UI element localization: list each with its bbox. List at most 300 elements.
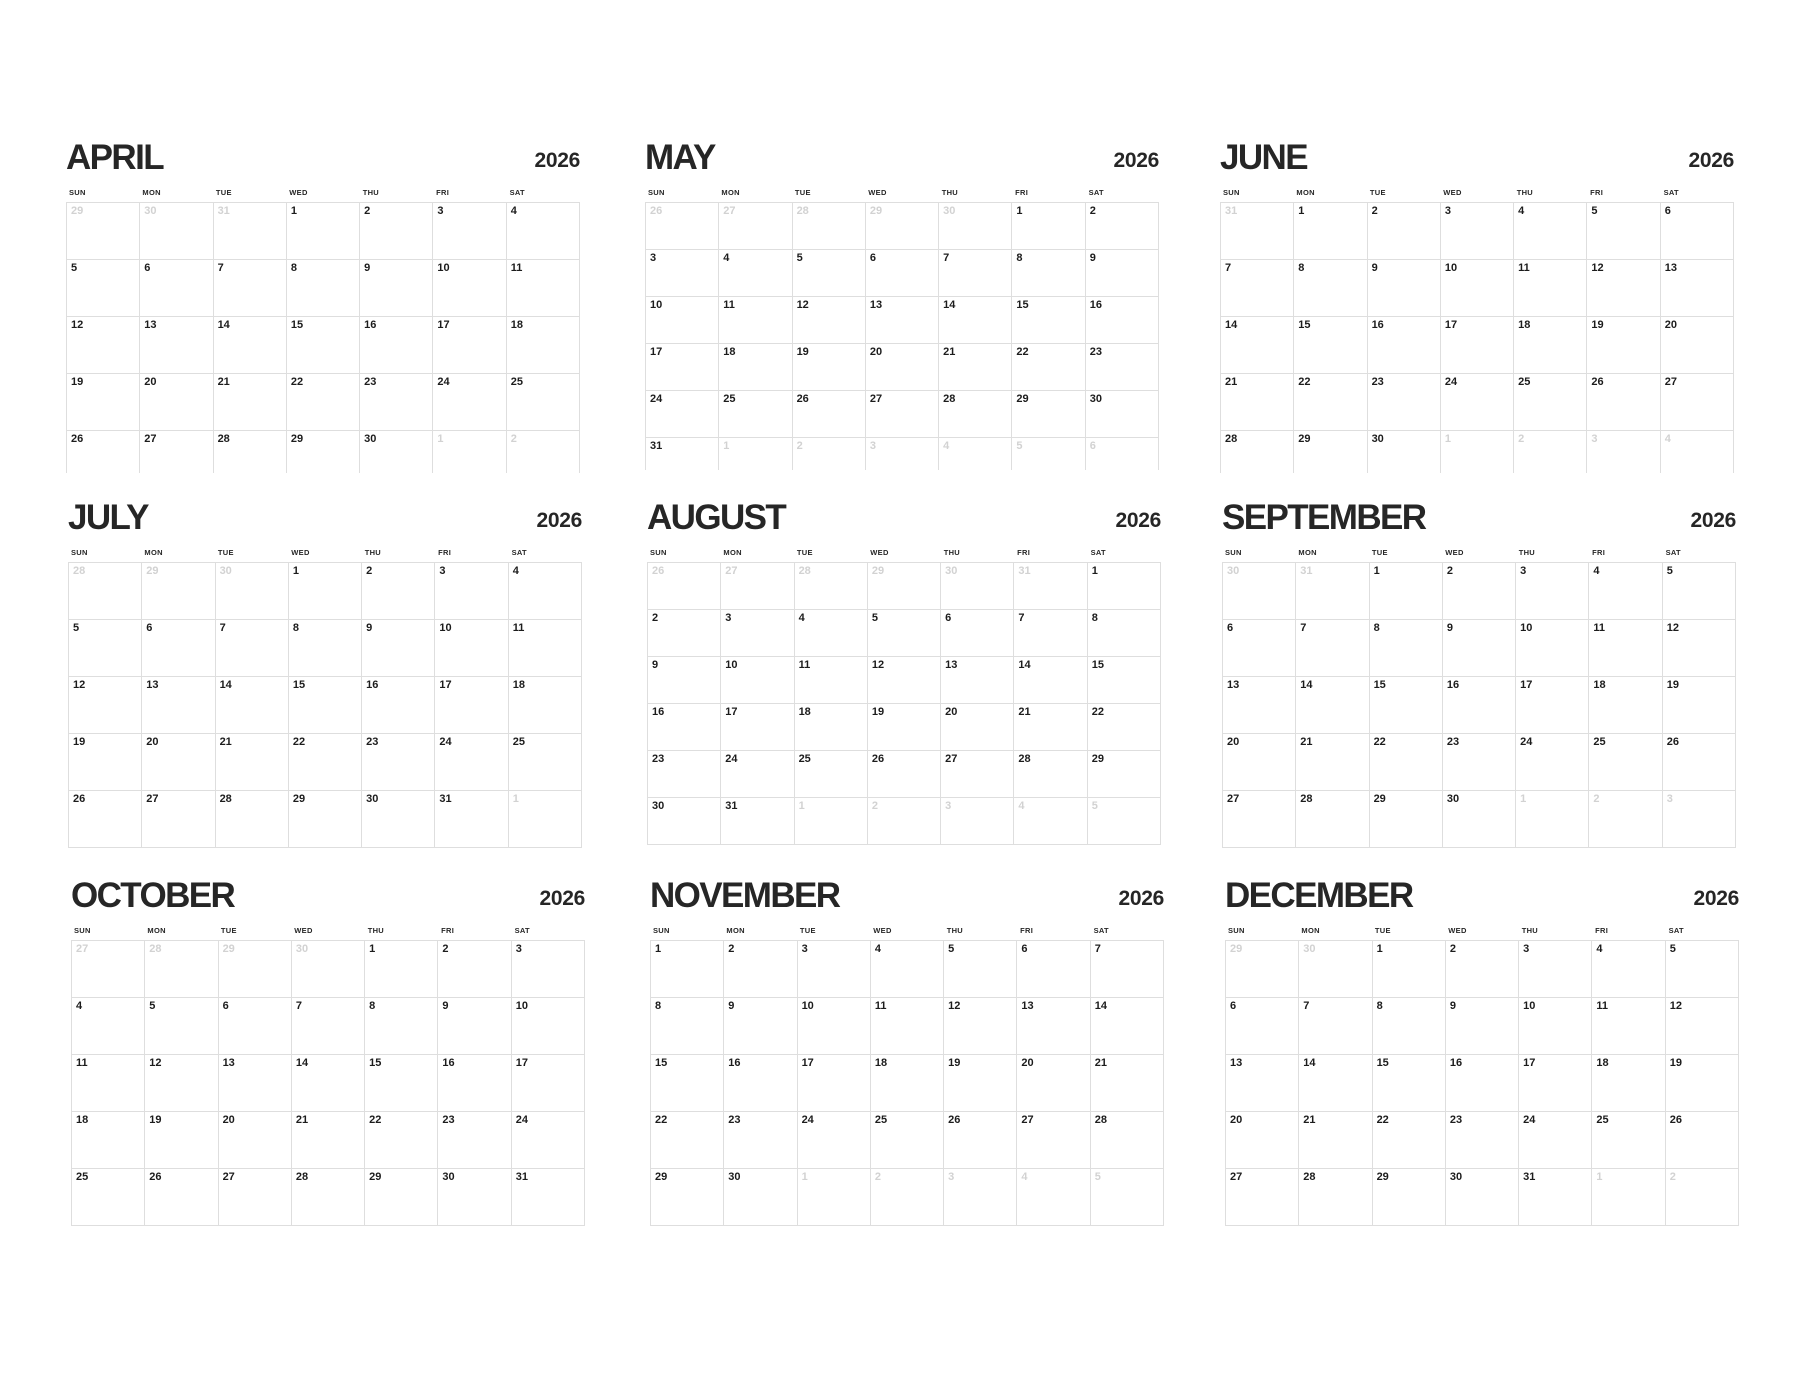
day-number: 17 — [801, 1057, 814, 1069]
day-number: 3 — [948, 1171, 955, 1183]
weekday-label: WED — [294, 926, 313, 935]
day-number: 28 — [1094, 1114, 1107, 1126]
day-number: 4 — [1518, 205, 1525, 217]
day-cell — [67, 374, 140, 431]
day-number: 11 — [1593, 622, 1606, 634]
day-cell — [1589, 677, 1662, 734]
day-cell — [140, 431, 213, 473]
day-cell — [287, 317, 360, 374]
day-number: 30 — [1449, 1171, 1463, 1183]
day-number: 4 — [1018, 800, 1025, 812]
month-august — [647, 500, 1161, 845]
day-grid — [1225, 940, 1739, 1226]
day-number: 6 — [1664, 205, 1671, 217]
day-number: 9 — [1089, 252, 1096, 264]
day-cell — [289, 734, 362, 791]
day-number: 4 — [874, 943, 881, 955]
day-cell — [648, 657, 721, 704]
day-number: 4 — [76, 1000, 83, 1012]
day-cell — [1091, 998, 1164, 1055]
day-cell — [1223, 791, 1296, 848]
day-number: 15 — [1091, 659, 1104, 671]
day-grid — [1220, 202, 1734, 473]
day-number: 4 — [1021, 1171, 1028, 1183]
day-number: 22 — [1373, 736, 1386, 748]
day-cell — [1514, 317, 1587, 374]
weekday-label: SUN — [71, 548, 88, 557]
day-number: 17 — [1523, 1057, 1536, 1069]
day-cell — [1299, 1169, 1372, 1226]
weekday-label: THU — [362, 188, 380, 197]
day-cell — [1441, 374, 1514, 431]
day-cell — [871, 1055, 944, 1112]
adjacent-month-day-cell — [72, 941, 145, 998]
day-number: 8 — [369, 1000, 376, 1012]
day-number: 31 — [1523, 1171, 1536, 1183]
day-number: 9 — [1446, 622, 1453, 634]
day-number: 13 — [1021, 1000, 1034, 1012]
day-number: 23 — [364, 376, 377, 388]
day-cell — [362, 791, 435, 848]
month-header — [68, 500, 582, 548]
day-number: 14 — [1300, 679, 1313, 691]
adjacent-month-day-cell — [1091, 1169, 1164, 1226]
day-number: 27 — [723, 205, 736, 217]
day-number: 24 — [437, 376, 450, 388]
day-number: 21 — [295, 1114, 309, 1126]
day-number: 29 — [871, 565, 885, 577]
day-cell — [1223, 677, 1296, 734]
day-number: 24 — [725, 753, 738, 765]
weekday-label: FRI — [1020, 926, 1034, 935]
day-number: 31 — [1225, 205, 1238, 217]
weekday-header-row — [645, 188, 1159, 202]
day-number: 10 — [1520, 622, 1533, 634]
day-number: 6 — [1089, 440, 1096, 452]
day-number: 1 — [1016, 205, 1023, 217]
day-number: 15 — [1373, 679, 1386, 691]
day-grid — [71, 940, 585, 1226]
day-number: 22 — [1091, 706, 1104, 718]
weekday-label: MON — [1298, 548, 1317, 557]
weekday-label: FRI — [1592, 548, 1606, 557]
day-cell — [798, 941, 871, 998]
day-cell — [365, 1055, 438, 1112]
day-cell — [435, 677, 508, 734]
weekday-label: THU — [946, 926, 964, 935]
day-cell — [69, 677, 142, 734]
day-cell — [871, 998, 944, 1055]
weekday-label: WED — [291, 548, 310, 557]
adjacent-month-day-cell — [939, 438, 1012, 470]
day-cell — [651, 998, 724, 1055]
day-cell — [67, 431, 140, 473]
day-cell — [1294, 260, 1367, 317]
month-header — [650, 878, 1164, 926]
day-number: 20 — [869, 346, 883, 358]
day-number: 15 — [292, 679, 306, 691]
weekday-label: FRI — [438, 548, 452, 557]
weekday-label: TUE — [220, 926, 237, 935]
day-number: 21 — [943, 346, 956, 358]
day-grid — [645, 202, 1159, 470]
day-number: 5 — [871, 612, 878, 624]
adjacent-month-day-cell — [1223, 563, 1296, 620]
day-number: 27 — [1230, 1171, 1243, 1183]
day-number: 8 — [1016, 252, 1023, 264]
day-number: 1 — [292, 565, 299, 577]
day-number: 2 — [652, 612, 659, 624]
day-number: 12 — [73, 679, 86, 691]
day-cell — [1299, 998, 1372, 1055]
day-number: 23 — [652, 753, 665, 765]
day-number: 28 — [1018, 753, 1031, 765]
weekday-label: MON — [142, 188, 161, 197]
day-number: 1 — [437, 433, 444, 445]
day-cell — [219, 1055, 292, 1112]
day-number: 11 — [512, 622, 525, 634]
day-number: 6 — [945, 612, 952, 624]
weekday-label: WED — [1448, 926, 1467, 935]
weekday-label: THU — [1521, 926, 1539, 935]
day-cell — [1296, 677, 1369, 734]
day-cell — [72, 998, 145, 1055]
day-cell — [1441, 203, 1514, 260]
day-number: 26 — [948, 1114, 961, 1126]
day-number: 3 — [1520, 565, 1527, 577]
month-header — [647, 500, 1161, 548]
day-number: 29 — [290, 433, 304, 445]
adjacent-month-day-cell — [648, 563, 721, 610]
day-cell — [648, 610, 721, 657]
day-number: 18 — [1596, 1057, 1609, 1069]
weekday-label: SUN — [74, 926, 91, 935]
day-number: 22 — [290, 376, 304, 388]
day-number: 21 — [219, 736, 232, 748]
adjacent-month-day-cell — [795, 798, 868, 845]
day-cell — [793, 344, 866, 391]
day-cell — [216, 677, 289, 734]
month-may — [645, 140, 1159, 470]
day-number: 8 — [655, 1000, 662, 1012]
weekday-label: TUE — [1369, 188, 1386, 197]
day-cell — [1012, 391, 1085, 438]
day-cell — [1086, 344, 1159, 391]
day-cell — [1589, 734, 1662, 791]
day-cell — [1368, 317, 1441, 374]
day-number: 13 — [144, 319, 157, 331]
day-cell — [1587, 260, 1660, 317]
adjacent-month-day-cell — [1086, 438, 1159, 470]
day-cell — [1589, 620, 1662, 677]
day-number: 30 — [144, 205, 157, 217]
day-number: 30 — [728, 1171, 741, 1183]
day-cell — [646, 297, 719, 344]
day-number: 23 — [1449, 1114, 1463, 1126]
day-cell — [289, 563, 362, 620]
day-cell — [798, 1055, 871, 1112]
day-number: 3 — [945, 800, 952, 812]
day-cell — [1443, 563, 1516, 620]
day-number: 10 — [439, 622, 452, 634]
day-number: 18 — [874, 1057, 888, 1069]
month-october — [71, 878, 585, 1226]
day-cell — [435, 620, 508, 677]
adjacent-month-day-cell — [1441, 431, 1514, 473]
day-cell — [646, 438, 719, 470]
day-cell — [1587, 374, 1660, 431]
day-number: 2 — [1593, 793, 1600, 805]
day-number: 1 — [512, 793, 519, 805]
day-number: 12 — [1666, 622, 1679, 634]
day-cell — [1296, 620, 1369, 677]
day-number: 7 — [1225, 262, 1232, 274]
day-cell — [1666, 941, 1739, 998]
day-number: 25 — [1518, 376, 1531, 388]
day-number: 24 — [650, 393, 663, 405]
adjacent-month-day-cell — [1299, 941, 1372, 998]
adjacent-month-day-cell — [866, 438, 939, 470]
day-cell — [1017, 941, 1090, 998]
adjacent-month-day-cell — [1012, 438, 1085, 470]
day-number: 1 — [369, 943, 376, 955]
day-number: 18 — [1593, 679, 1606, 691]
adjacent-month-day-cell — [1017, 1169, 1090, 1226]
day-cell — [1514, 260, 1587, 317]
day-number: 9 — [728, 1000, 735, 1012]
day-number: 30 — [1303, 943, 1316, 955]
day-cell — [214, 431, 287, 473]
month-title: NOVEMBER — [650, 876, 840, 915]
day-cell — [360, 374, 433, 431]
day-cell — [1661, 260, 1734, 317]
day-cell — [509, 734, 582, 791]
day-cell — [69, 791, 142, 848]
month-september — [1222, 500, 1736, 848]
day-number: 25 — [510, 376, 523, 388]
day-number: 24 — [1523, 1114, 1536, 1126]
adjacent-month-day-cell — [1221, 203, 1294, 260]
day-cell — [1443, 734, 1516, 791]
day-cell — [216, 734, 289, 791]
day-number: 28 — [149, 943, 162, 955]
day-number: 14 — [1094, 1000, 1107, 1012]
day-number: 25 — [723, 393, 736, 405]
day-number: 12 — [71, 319, 84, 331]
day-number: 28 — [796, 205, 809, 217]
day-number: 1 — [723, 440, 730, 452]
weekday-label: MON — [144, 548, 163, 557]
day-cell — [1086, 203, 1159, 250]
weekday-label: WED — [868, 188, 887, 197]
month-header — [1225, 878, 1739, 926]
day-number: 2 — [1449, 943, 1456, 955]
day-number: 30 — [219, 565, 232, 577]
day-cell — [1592, 1112, 1665, 1169]
day-cell — [433, 260, 506, 317]
month-title: MAY — [645, 138, 715, 177]
day-cell — [719, 297, 792, 344]
day-number: 29 — [1230, 943, 1243, 955]
adjacent-month-day-cell — [507, 431, 580, 473]
day-number: 17 — [650, 346, 663, 358]
day-cell — [1014, 751, 1087, 798]
day-cell — [1519, 941, 1592, 998]
weekday-label: WED — [870, 548, 889, 557]
day-number: 5 — [1669, 943, 1676, 955]
day-cell — [1012, 250, 1085, 297]
day-number: 16 — [1089, 299, 1102, 311]
day-number: 23 — [728, 1114, 741, 1126]
day-number: 21 — [1094, 1057, 1107, 1069]
adjacent-month-day-cell — [1663, 791, 1736, 848]
day-number: 13 — [222, 1057, 235, 1069]
day-number: 3 — [801, 943, 808, 955]
day-cell — [651, 1112, 724, 1169]
day-cell — [292, 998, 365, 1055]
day-number: 3 — [439, 565, 446, 577]
weekday-label: MON — [721, 188, 740, 197]
month-title: SEPTEMBER — [1222, 498, 1426, 537]
weekday-label: TUE — [794, 188, 811, 197]
day-cell — [798, 1112, 871, 1169]
day-cell — [795, 657, 868, 704]
day-cell — [1086, 391, 1159, 438]
day-number: 23 — [366, 736, 379, 748]
day-number: 15 — [655, 1057, 668, 1069]
day-number: 28 — [1300, 793, 1313, 805]
adjacent-month-day-cell — [798, 1169, 871, 1226]
day-cell — [360, 260, 433, 317]
weekday-header-row — [1222, 548, 1736, 562]
day-number: 6 — [1230, 1000, 1237, 1012]
day-cell — [219, 998, 292, 1055]
day-cell — [646, 344, 719, 391]
day-number: 3 — [437, 205, 444, 217]
day-number: 1 — [655, 943, 662, 955]
day-cell — [721, 610, 794, 657]
day-cell — [512, 1055, 585, 1112]
weekday-label: TUE — [796, 548, 813, 557]
day-number: 7 — [1018, 612, 1025, 624]
day-number: 5 — [1666, 565, 1673, 577]
day-cell — [648, 798, 721, 845]
day-cell — [507, 374, 580, 431]
adjacent-month-day-cell — [67, 203, 140, 260]
day-number: 7 — [943, 252, 950, 264]
weekday-label: FRI — [436, 188, 450, 197]
adjacent-month-day-cell — [941, 798, 1014, 845]
adjacent-month-day-cell — [509, 791, 582, 848]
day-cell — [433, 317, 506, 374]
month-june — [1220, 140, 1734, 473]
day-cell — [1370, 620, 1443, 677]
day-cell — [1294, 374, 1367, 431]
day-number: 24 — [439, 736, 452, 748]
day-number: 31 — [1300, 565, 1313, 577]
day-cell — [719, 250, 792, 297]
adjacent-month-day-cell — [793, 203, 866, 250]
day-grid — [66, 202, 580, 473]
day-cell — [365, 1169, 438, 1226]
adjacent-month-day-cell — [1666, 1169, 1739, 1226]
day-number: 3 — [725, 612, 732, 624]
day-number: 12 — [948, 1000, 961, 1012]
weekday-label: MON — [147, 926, 166, 935]
day-number: 6 — [146, 622, 153, 634]
day-number: 16 — [1446, 679, 1460, 691]
day-cell — [941, 704, 1014, 751]
day-cell — [1368, 203, 1441, 260]
day-number: 2 — [442, 943, 449, 955]
day-number: 25 — [76, 1171, 89, 1183]
day-cell — [438, 1055, 511, 1112]
day-number: 30 — [366, 793, 379, 805]
day-cell — [1373, 1169, 1446, 1226]
day-cell — [868, 610, 941, 657]
day-number: 30 — [1089, 393, 1102, 405]
adjacent-month-day-cell — [719, 438, 792, 470]
day-number: 16 — [1449, 1057, 1463, 1069]
day-number: 2 — [1371, 205, 1378, 217]
weekday-label: WED — [289, 188, 308, 197]
day-number: 6 — [222, 1000, 229, 1012]
day-number: 28 — [1303, 1171, 1316, 1183]
weekday-label: SUN — [1228, 926, 1245, 935]
weekday-label: SAT — [1088, 188, 1104, 197]
day-cell — [724, 1169, 797, 1226]
day-number: 2 — [1089, 205, 1096, 217]
day-number: 28 — [1225, 433, 1238, 445]
day-cell — [1373, 998, 1446, 1055]
day-cell — [1223, 620, 1296, 677]
day-number: 6 — [869, 252, 876, 264]
adjacent-month-day-cell — [721, 563, 794, 610]
adjacent-month-day-cell — [433, 431, 506, 473]
day-number: 5 — [71, 262, 78, 274]
day-cell — [219, 1169, 292, 1226]
day-number: 30 — [295, 943, 309, 955]
day-cell — [1592, 998, 1665, 1055]
month-title: AUGUST — [647, 498, 786, 537]
day-number: 14 — [295, 1057, 309, 1069]
day-cell — [1370, 791, 1443, 848]
day-cell — [1519, 1112, 1592, 1169]
day-cell — [360, 431, 433, 473]
month-year: 2026 — [1688, 149, 1734, 172]
day-number: 16 — [1371, 319, 1384, 331]
day-number: 27 — [869, 393, 883, 405]
day-cell — [724, 941, 797, 998]
weekday-label: FRI — [1017, 548, 1031, 557]
day-number: 13 — [1230, 1057, 1243, 1069]
day-number: 13 — [945, 659, 958, 671]
day-number: 27 — [1021, 1114, 1034, 1126]
day-number: 20 — [1021, 1057, 1034, 1069]
day-cell — [1226, 1055, 1299, 1112]
weekday-label: SAT — [1093, 926, 1109, 935]
day-cell — [721, 751, 794, 798]
day-cell — [287, 203, 360, 260]
day-cell — [798, 998, 871, 1055]
day-cell — [1443, 620, 1516, 677]
day-cell — [438, 998, 511, 1055]
day-number: 2 — [874, 1171, 881, 1183]
day-number: 4 — [1596, 943, 1603, 955]
day-cell — [140, 374, 213, 431]
day-number: 27 — [1664, 376, 1677, 388]
weekday-label: TUE — [799, 926, 816, 935]
